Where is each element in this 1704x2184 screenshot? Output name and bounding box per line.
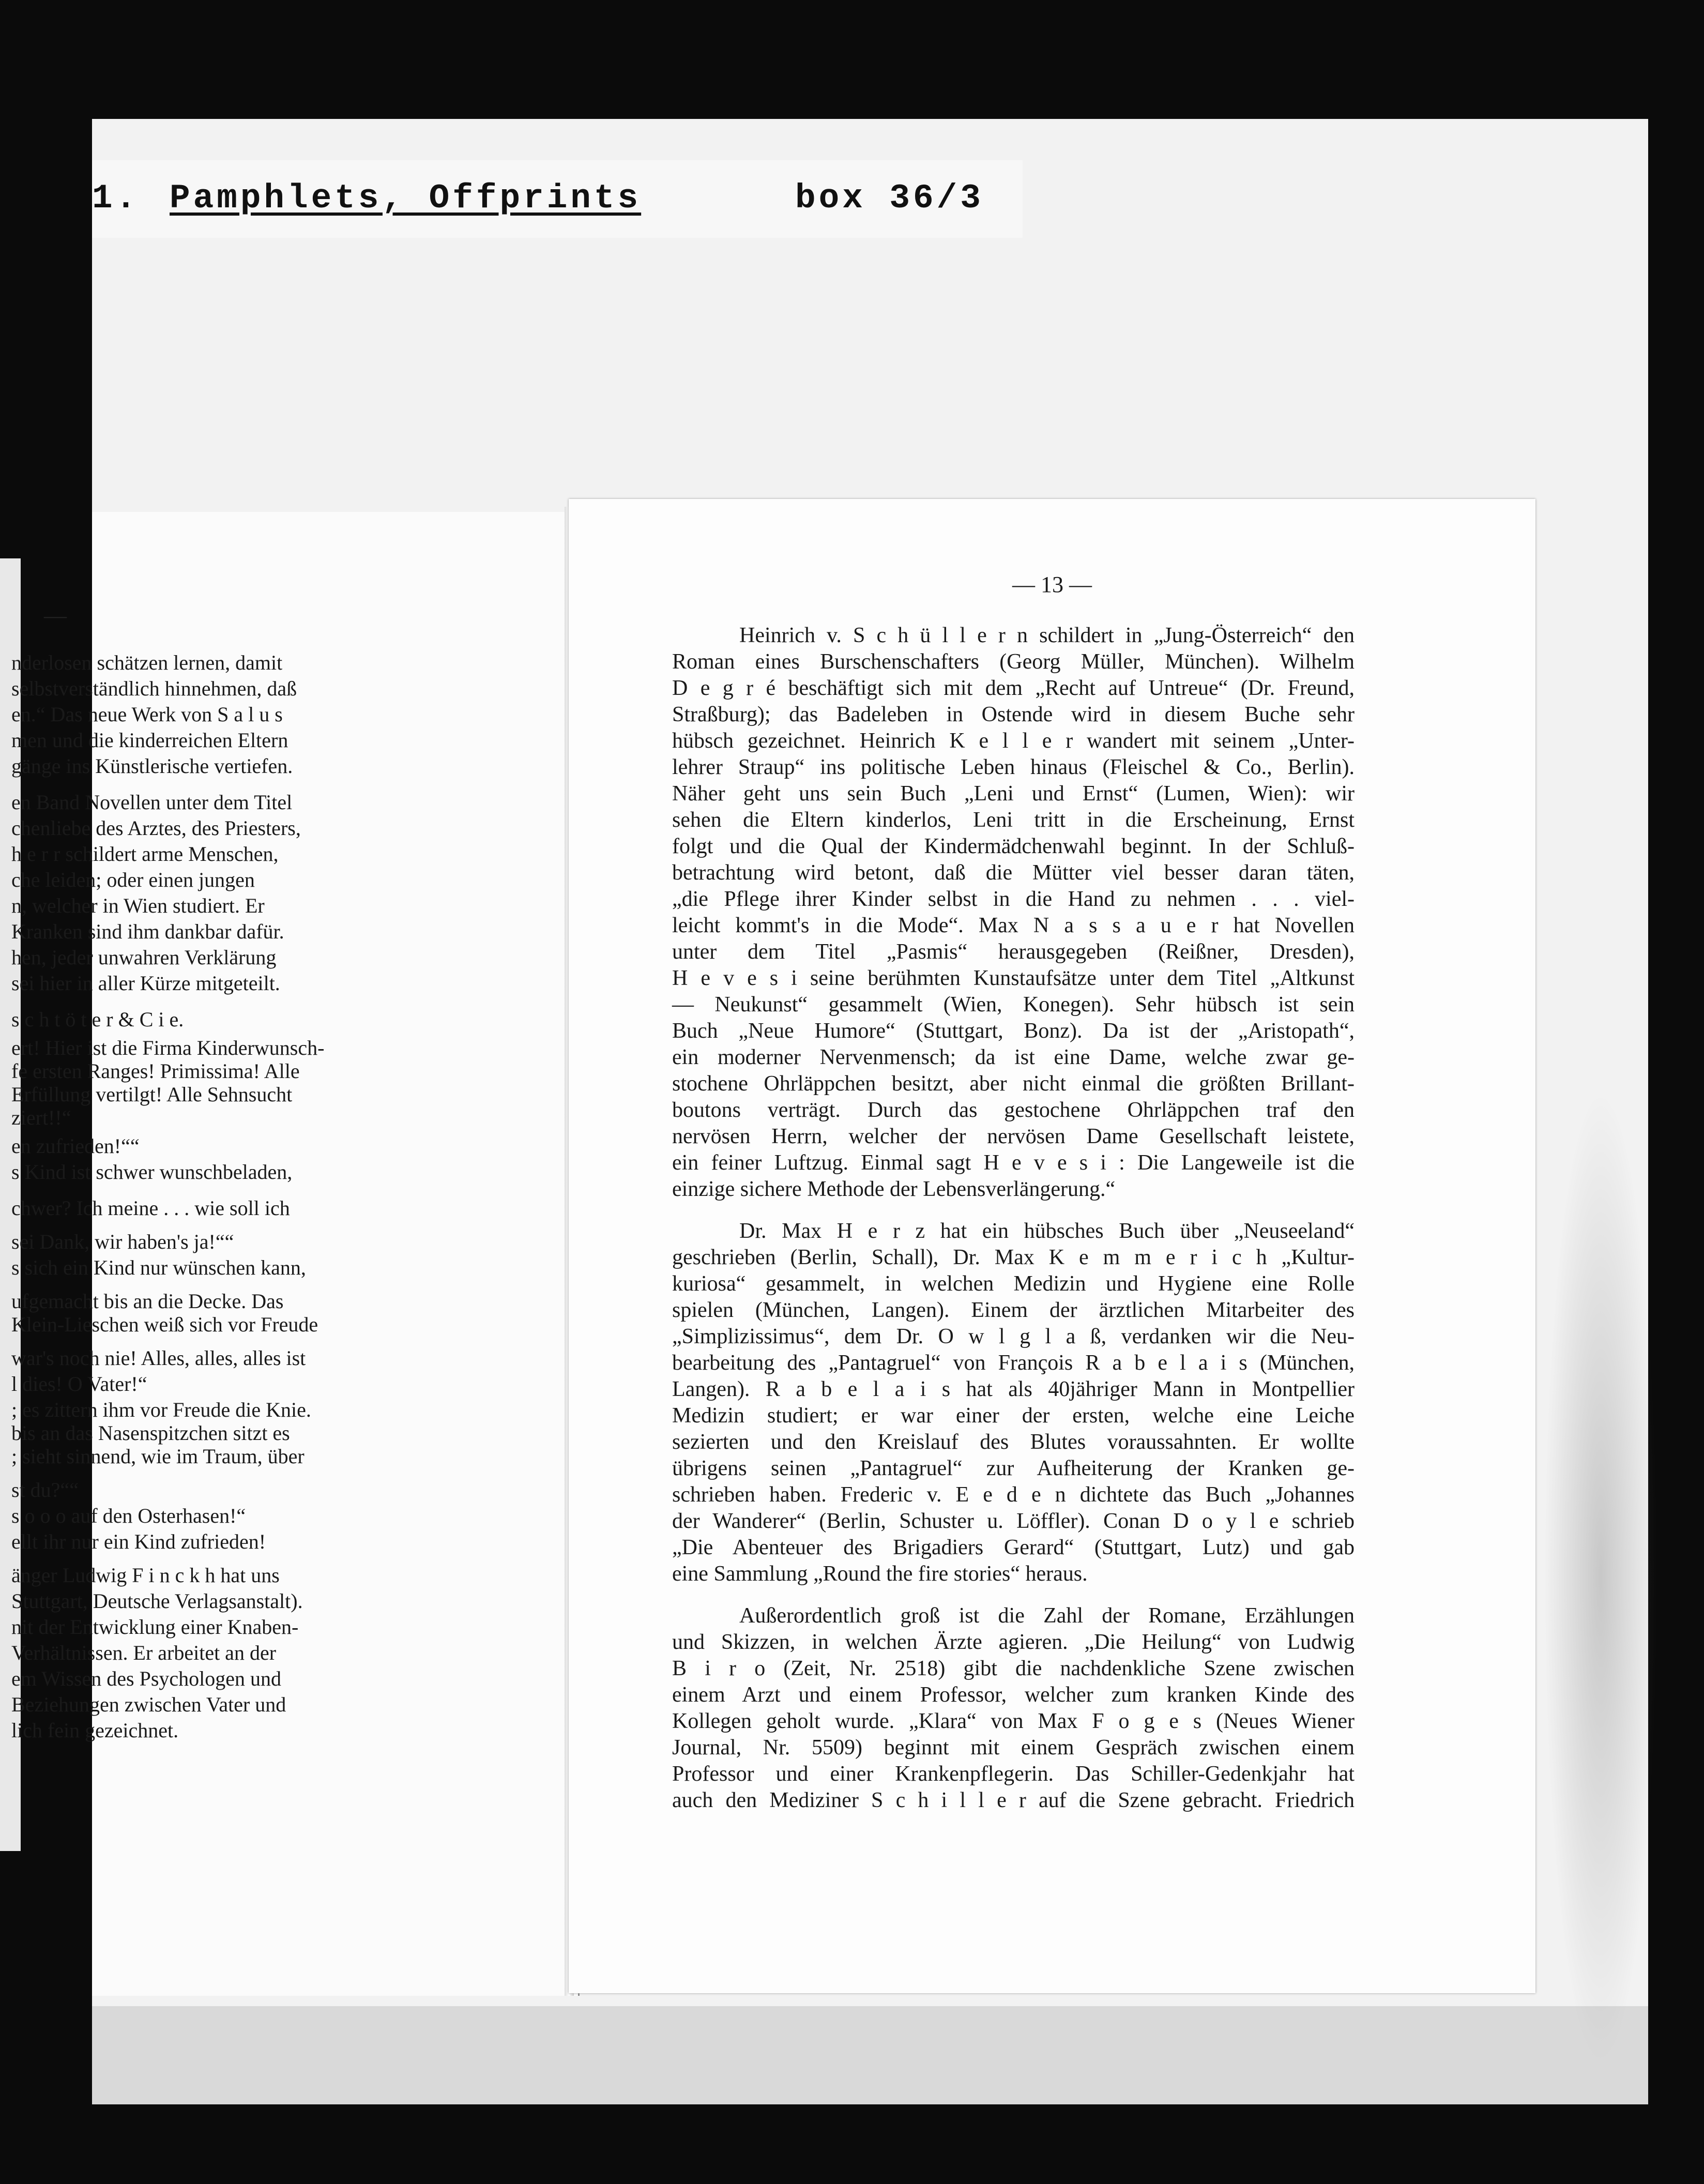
right-page-line: Kollegen geholt wurde. „Klara“ von Max F o g e s (Neues Wiener	[672, 1709, 1355, 1733]
right-page-line: Buch „Neue Humore“ (Stuttgart, Bonz). Da ist der „Aristopath“,	[672, 1019, 1355, 1043]
left-page-line: bis an das Nasenspitzchen sitzt es	[11, 1421, 290, 1445]
right-page-line: ein feiner Luftzug. Einmal sagt H e v e s i : Die Langeweile ist die	[672, 1151, 1355, 1175]
right-page-line: „die Pflege ihrer Kinder selbst in die Hand zu nehmen . . . viel-	[672, 887, 1355, 911]
right-page-line: sezierten und den Kreislauf des Blutes voraussahnten. Er wollte	[672, 1430, 1355, 1454]
left-page-line: ; es zittern ihm vor Freude die Knie.	[11, 1398, 311, 1421]
right-page-line: ein moderner Nervenmensch; da ist eine Dame, welche zwar ge-	[672, 1045, 1355, 1069]
page-number: — 13 —	[1012, 572, 1092, 597]
left-page-line: ert! Hier ist die Firma Kinderwunsch-	[11, 1036, 325, 1059]
right-page	[569, 499, 1535, 1993]
right-page-line: auch den Mediziner S c h i l l e r auf die Szene gebracht. Friedrich	[672, 1788, 1355, 1812]
right-page-line: „Simplizissimus“, dem Dr. O w l g l a ß, verdanken wir die Neu-	[672, 1325, 1355, 1348]
left-page-line: che leiden; oder einen jungen	[11, 868, 255, 891]
right-page-line: nervösen Herrn, welcher der nervösen Dame Gesellschaft leistete,	[672, 1125, 1355, 1148]
right-page-line: „Die Abenteuer des Brigadiers Gerard“ (Stuttgart, Lutz) und gab	[672, 1536, 1355, 1559]
right-page-line: Näher geht uns sein Buch „Leni und Ernst“ (Lumen, Wien): wir	[672, 782, 1355, 806]
left-page-line: ufgemacht bis an die Decke. Das	[11, 1290, 284, 1313]
left-page-line: st du?““	[11, 1478, 79, 1502]
right-page-line: einzige sichere Methode der Lebensverlängerung.“	[672, 1177, 1116, 1201]
header-title: Pamphlets, Offprints	[170, 179, 642, 218]
left-page-line: em Wissen des Psychologen und	[11, 1667, 282, 1690]
left-page-line: nit der Entwicklung einer Knaben-	[11, 1615, 299, 1639]
left-page-line: Stuttgart, Deutsche Verlagsanstalt).	[11, 1589, 303, 1613]
right-page-line: unter dem Titel „Pasmis“ herausgegeben (Reißner, Dresden),	[672, 940, 1355, 964]
left-page-line: chwer? Ich meine . . . wie soll ich	[11, 1196, 290, 1220]
left-page-line: en Band Novellen unter dem Titel	[11, 791, 293, 814]
left-page-line: s o o o auf den Osterhasen!“	[11, 1504, 246, 1527]
right-page-line: bearbeitung des „Pantagruel“ von François R a b e l a i s (München,	[672, 1351, 1355, 1375]
right-page-line: hübsch gezeichnet. Heinrich K e l l e r wandert mit seinem „Unter-	[672, 729, 1355, 753]
right-page-line: Heinrich v. S c h ü l l e r n schildert in „Jung-Österreich“ den	[739, 624, 1355, 647]
left-page-line: men und die kinderreichen Eltern	[11, 729, 288, 752]
right-page-line: — Neukunst“ gesammelt (Wien, Konegen). Sehr hübsch ist sein	[672, 993, 1355, 1017]
right-page-line: Medizin studiert; er war einer der ersten, welche eine Leiche	[672, 1404, 1355, 1428]
right-page-line: lehrer Straup“ ins politische Leben hinaus (Fleischel & Co., Berlin).	[672, 755, 1355, 779]
right-page-line: Außerordentlich groß ist die Zahl der Romane, Erzählungen	[739, 1604, 1355, 1628]
right-page-line: und Skizzen, in welchen Ärzte agieren. „Die Heilung“ von Ludwig	[672, 1630, 1355, 1654]
left-page-line: fe ersten Ranges! Primissima! Alle	[11, 1059, 300, 1083]
left-page-line: sei Dank, wir haben's ja!““	[11, 1230, 234, 1253]
right-page-line: folgt und die Qual der Kindermädchenwahl beginnt. In der Schluß-	[672, 835, 1355, 858]
right-page-line: eine Sammlung „Round the fire stories“ heraus.	[672, 1562, 1088, 1586]
sheet-bottom-edge	[92, 2006, 1648, 2104]
left-page-line: l dies! O Vater!“	[11, 1372, 147, 1396]
header-box-number: box 36/3	[795, 179, 984, 218]
left-page-line: Kranken sind ihm dankbar dafür.	[11, 920, 284, 943]
left-page-line: n, welcher in Wien studiert. Er	[11, 894, 265, 917]
left-page-line: Verhältnissen. Er arbeitet an der	[11, 1641, 277, 1664]
left-page-line: s sich ein Kind nur wünschen kann,	[11, 1256, 306, 1279]
right-page-line: leicht kommt's in die Mode“. Max N a s s a u e r hat Novellen	[672, 914, 1355, 937]
archive-header-label	[92, 160, 1023, 238]
left-page-line: Beziehungen zwischen Vater und	[11, 1693, 286, 1716]
right-page-line: H e v e s i seine berühmten Kunstaufsätze unter dem Titel „Altkunst	[672, 966, 1355, 990]
right-page-line: stochene Ohrläppchen besitzt, aber nicht einmal die größten Brillant-	[672, 1072, 1355, 1096]
right-page-line: boutons verträgt. Durch das gestochene Ohrläppchen traf den	[672, 1098, 1355, 1122]
right-page-line: B i r o (Zeit, Nr. 2518) gibt die nachdenkliche Szene zwischen	[672, 1657, 1355, 1680]
left-page-line: lich fein gezeichnet.	[11, 1719, 179, 1742]
header-number: 1.	[92, 179, 140, 218]
left-page-line: h e r r schildert arme Menschen,	[11, 842, 279, 866]
left-page-dash: —	[44, 603, 67, 628]
right-page-line: spielen (München, Langen). Einem der ärztlichen Mitarbeiter des	[672, 1298, 1355, 1322]
right-page-line: einem Arzt und einem Professor, welcher zum kranken Kinde des	[672, 1683, 1355, 1707]
left-page-line: nderlosen schätzen lernen, damit	[11, 651, 283, 674]
left-page-line: Erfüllung vertilgt! Alle Sehnsucht	[11, 1083, 293, 1106]
right-page-line: der Wanderer“ (Berlin, Schuster u. Löffler). Conan D o y l e schrieb	[672, 1509, 1355, 1533]
right-page-line: betrachtung wird betont, daß die Mütter viel besser daran täten,	[672, 861, 1355, 885]
left-page-line: ellt ihr nur ein Kind zufrieden!	[11, 1530, 266, 1553]
right-page-line: Journal, Nr. 5509) beginnt mit einem Gespräch zwischen einem	[672, 1736, 1355, 1760]
right-page-line: Roman eines Burschenschafters (Georg Müller, München). Wilhelm	[672, 650, 1355, 674]
left-page-line: Klein-Lieschen weiß sich vor Freude	[11, 1313, 318, 1336]
left-page-line: chenliebe des Arztes, des Priesters,	[11, 816, 301, 840]
right-page-line: kuriosa“ gesammelt, in welchen Medizin und Hygiene eine Rolle	[672, 1272, 1355, 1296]
left-page-line: ; sieht sinnend, wie im Traum, über	[11, 1445, 305, 1468]
right-page-line: Langen). R a b e l a i s hat als 40jähriger Mann in Montpellier	[672, 1377, 1355, 1401]
right-page-line: Dr. Max H e r z hat ein hübsches Buch über „Neuseeland“	[739, 1219, 1355, 1243]
right-page-line: sehen die Eltern kinderlos, Leni tritt in die Erscheinung, Ernst	[672, 808, 1355, 832]
left-page-line: sei hier in aller Kürze mitgeteilt.	[11, 972, 280, 995]
right-page-line: übrigens seinen „Pantagruel“ zur Aufheiterung der Kranken ge-	[672, 1457, 1355, 1480]
left-page-line: en zufrieden!““	[11, 1134, 140, 1158]
right-page-line: Straßburg); das Badeleben in Ostende wird in diesem Buche sehr	[672, 703, 1355, 726]
right-page-line: geschrieben (Berlin, Schall), Dr. Max K e m m e r i c h „Kultur-	[672, 1246, 1355, 1269]
left-page-line: s c h t ö t e r & C i e.	[11, 1008, 184, 1031]
scan-smudge	[1544, 1086, 1657, 2068]
left-page-line: änger Ludwig F i n c k h hat uns	[11, 1564, 280, 1587]
left-page-line: selbstverständlich hinnehmen, daß	[11, 677, 297, 700]
right-page-line: schrieben haben. Frederic v. E e d e n dichtete das Buch „Johannes	[672, 1483, 1355, 1507]
right-page-line: Professor und einer Krankenpflegerin. Das Schiller-Gedenkjahr hat	[672, 1762, 1355, 1786]
right-page-line: D e g r é beschäftigt sich mit dem „Recht auf Untreue“ (Dr. Freund,	[672, 676, 1355, 700]
left-page-line: ziert!!“	[11, 1106, 71, 1129]
left-page-line: en.“ Das neue Werk von S a l u s	[11, 703, 283, 726]
left-page-line: gänge ins Künstlerische vertiefen.	[11, 754, 293, 778]
left-page-line: s Kind ist schwer wunschbeladen,	[11, 1160, 293, 1184]
left-page-line: war's noch nie! Alles, alles, alles ist	[11, 1346, 306, 1370]
left-page-line: hen, jeder unwahren Verklärung	[11, 946, 277, 969]
